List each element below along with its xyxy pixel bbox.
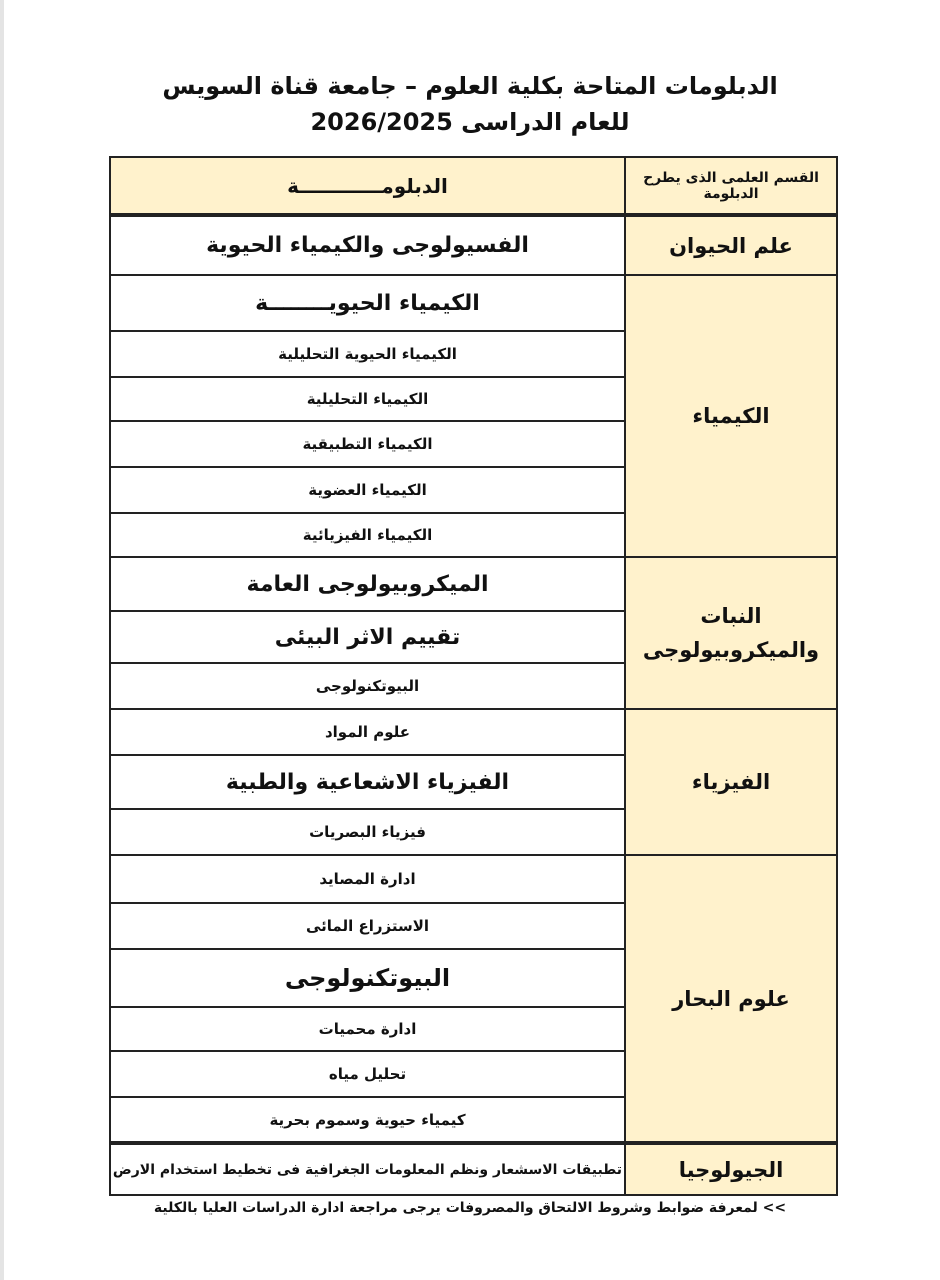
diploma-cell: الفسيولوجى والكيمياء الحيوية <box>110 215 625 275</box>
table-row <box>110 557 837 611</box>
diploma-cell: ادارة المصايد <box>110 855 625 903</box>
table-row <box>110 855 837 903</box>
diploma-cell: الكيمياء الفيزيائية <box>110 513 625 557</box>
department-cell: علم الحيوان <box>625 215 837 275</box>
table-row <box>110 1143 837 1195</box>
department-cell: النبات والميكروبيولوجى <box>625 557 837 709</box>
table-row <box>110 275 837 331</box>
academic-year: للعام الدراسى 2026/2025 <box>310 108 630 136</box>
diploma-cell: الكيمياء التحليلية <box>110 377 625 421</box>
diploma-cell: ادارة محميات <box>110 1007 625 1051</box>
department-cell: الفيزياء <box>625 709 837 855</box>
diploma-cell: الكيمياء التطبيقية <box>110 421 625 467</box>
department-cell: علوم البحار <box>625 855 837 1143</box>
page-title: الدبلومات المتاحة بكلية العلوم – جامعة قناة السويس <box>162 72 778 100</box>
department-cell: الجيولوجيا <box>625 1143 837 1195</box>
diploma-cell: تطبيقات الاسشعار ونظم المعلومات الجغرافية فى تخطيط استخدام الارض <box>110 1143 625 1195</box>
diploma-cell: الكيمياء الحيوية التحليلية <box>110 331 625 377</box>
footer-note: >> لمعرفة ضوابط وشروط الالتحاق والمصروفات يرجى مراجعة ادارة الدراسات العليا بالكلية <box>153 1200 787 1216</box>
diploma-cell: فيزياء البصريات <box>110 809 625 855</box>
department-cell: الكيمياء <box>625 275 837 557</box>
diploma-cell: تحليل مياه <box>110 1051 625 1097</box>
diploma-cell: الاستزراع المائى <box>110 903 625 949</box>
diplomas-table <box>109 156 838 1196</box>
page-edge <box>0 0 4 1280</box>
table-row <box>110 709 837 755</box>
diploma-cell: الكيمياء الحيويــــــــة <box>110 275 625 331</box>
table-row <box>110 215 837 275</box>
diploma-cell: الفيزياء الاشعاعية والطبية <box>110 755 625 809</box>
diploma-cell: كيمياء حيوية وسموم بحرية <box>110 1097 625 1143</box>
diploma-cell: تقييم الاثر البيئى <box>110 611 625 663</box>
diploma-cell: البيوتكنولوجى <box>110 663 625 709</box>
diploma-cell: علوم المواد <box>110 709 625 755</box>
header-diploma: الدبلومــــــــــــة <box>110 157 625 215</box>
diploma-cell: البيوتكنولوجى <box>110 949 625 1007</box>
header-department: القسم العلمى الذى يطرح الدبلومة <box>625 157 837 215</box>
diploma-cell: الكيمياء العضوية <box>110 467 625 513</box>
diploma-cell: الميكروبيولوجى العامة <box>110 557 625 611</box>
table-header-row <box>110 157 837 215</box>
